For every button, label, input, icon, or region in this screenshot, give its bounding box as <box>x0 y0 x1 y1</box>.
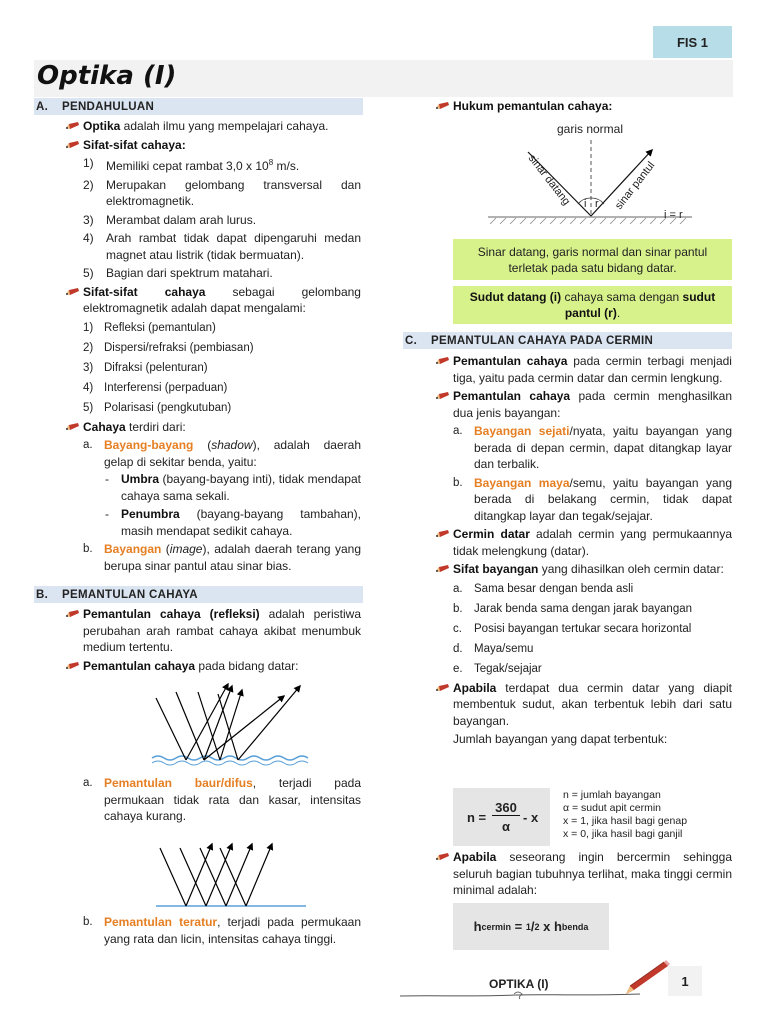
legend-line: n = jumlah bayangan <box>563 789 661 801</box>
equation-label: i = r <box>664 209 683 221</box>
mirror-height-formula: h cermin = 1 / 2 x h benda <box>453 903 609 950</box>
mirror-height-paragraph <box>436 849 732 901</box>
section-c-letter: C. <box>405 334 418 347</box>
section-b-letter: B. <box>36 588 49 601</box>
image-count-label: Jumlah bayangan yang dapat terbentuk: <box>453 732 668 746</box>
specular-reflection-diagram <box>150 838 310 910</box>
reflection-law-diagram <box>480 118 700 228</box>
page-number: 1 <box>668 966 702 996</box>
law-box-1: Sinar datang, garis normal dan sinar pantul terletak pada satu bidang datar. <box>453 239 732 280</box>
pencil-bullet-icon <box>436 565 449 574</box>
list-item: Cahaya terdiri dari: <box>66 419 361 436</box>
list-item: Pemantulan cahaya pada bidang datar: <box>66 658 361 675</box>
legend-line: x = 1, jika hasil bagi genap <box>563 815 688 827</box>
section-c-body <box>436 353 732 748</box>
lettered-item: e. Tegak/sejajar <box>453 662 542 675</box>
lettered-item: b. Bayangan (image), adalah daerah terang yang berupa sinar pantul atau sinar bias. <box>83 542 361 573</box>
lettered-item: c. Posisi bayangan tertukar secara horizontal <box>453 622 692 635</box>
legend-line: x = 0, jika hasil bagi ganjil <box>563 828 683 840</box>
footer-label: OPTIKA (I) <box>489 977 549 991</box>
numbered-item: 5) Polarisasi (pengkutuban) <box>83 401 232 414</box>
lettered-item: a. Pemantulan baur/difus, terjadi pada permukaan tidak rata dan kasar, intensitas cahaya kurang. <box>83 776 361 823</box>
normal-line-label: garis normal <box>556 122 624 136</box>
pencil-bullet-icon <box>66 423 79 432</box>
numbered-item: 3) Merambat dalam arah lurus. <box>83 212 257 227</box>
formula-numerator: 360 <box>492 800 520 816</box>
numbered-item: 3) Difraksi (pelenturan) <box>83 361 208 374</box>
formula-legend <box>563 789 687 841</box>
lettered-item: d. Maya/semu <box>453 642 534 655</box>
numbered-item: 4) Interferensi (perpaduan) <box>83 381 228 394</box>
list-item: Pemantulan cahaya (refleksi) adalah peristiwa perubahan arah rambat cahaya akibat menumbuk medium tertentu. <box>66 606 361 656</box>
list-item: Sifat-sifat cahaya: <box>66 137 361 154</box>
section-a-title: PENDAHULUAN <box>62 100 155 113</box>
section-a-header <box>34 98 363 115</box>
numbered-item: 1) Refleksi (pemantulan) <box>83 321 216 334</box>
specular-item <box>83 914 361 948</box>
pencil-icon <box>622 960 672 1000</box>
list-item: Cermin datar adalah cermin yang permukaannya tidak melengkung (datar). <box>436 526 732 559</box>
list-item: Hukum pemantulan cahaya: <box>436 98 732 115</box>
legend-line: α = sudut apit cermin <box>563 802 661 814</box>
lettered-item: a. Sama besar dengan benda asli <box>453 582 634 595</box>
angle-i-label: i <box>584 198 587 210</box>
law-box-2: Sudut datang (i) cahaya sama dengan sudut pantul (r). <box>453 286 732 324</box>
lettered-item: a. Bayangan sejati/nyata, yaitu bayangan yang berada di depan cermin, dapat ditangkap layar dan terbalik. <box>453 424 732 471</box>
diffuse-reflection-diagram <box>148 678 318 770</box>
list-item: Pemantulan cahaya pada cermin terbagi menjadi tiga, yaitu pada cermin datar dan cermin lengkung. <box>436 353 732 386</box>
diffuse-item <box>83 775 361 826</box>
lettered-item: b. Bayangan maya/semu, yaitu bayangan yang berada di belakang cermin, tidak dapat ditangkap layar dan tegak/sejajar. <box>453 475 732 523</box>
section-b-body <box>66 606 361 676</box>
list-item: Apabila terdapat dua cermin datar yang diapit membentuk sudut, akan terbentuk lebih dari satu bayangan. <box>436 680 732 730</box>
pencil-bullet-icon <box>66 662 79 671</box>
image-count-formula <box>453 788 550 846</box>
dash-item: - Penumbra (bayang-bayang tambahan), masih mendapat sedikit cahaya. <box>105 507 361 538</box>
formula-n: n = <box>467 810 487 825</box>
pencil-bullet-icon <box>436 853 449 862</box>
pencil-bullet-icon <box>436 684 449 693</box>
section-a-body <box>66 118 361 575</box>
pencil-bullet-icon <box>436 357 449 366</box>
pencil-bullet-icon <box>66 288 79 297</box>
list-item: Apabila seseorang ingin bercermin sehingga seluruh bagian tubuhnya terlihat, maka tinggi cermin minimal adalah: <box>436 849 732 899</box>
numbered-item: 1) Memiliki cepat rambat 3,0 x $10^8$ m/s. <box>83 156 300 173</box>
angle-r-label: r <box>595 198 599 210</box>
numbered-item: 5) Bagian dari spektrum matahari. <box>83 266 273 280</box>
numbered-item: 4) Arah rambat tidak dapat dipengaruhi medan magnet atau listrik (tidak bermuatan). <box>83 231 361 262</box>
pencil-bullet-icon <box>436 530 449 539</box>
incident-ray-label: sinar datang <box>525 152 573 208</box>
section-c-title: PEMANTULAN CAHAYA PADA CERMIN <box>431 334 654 347</box>
list-item: Optika adalah ilmu yang mempelajari cahaya. <box>66 118 361 135</box>
pencil-bullet-icon <box>66 610 79 619</box>
list-item: Sifat bayangan yang dihasilkan oleh cermin datar: <box>436 561 732 578</box>
section-a-letter: A. <box>36 100 49 113</box>
subject-badge: FIS 1 <box>653 26 732 58</box>
page-title: Optika (I) <box>37 61 177 91</box>
law-heading <box>436 98 732 117</box>
lettered-item: b. Pemantulan teratur, terjadi pada permukaan yang rata dan licin, intensitas cahaya tinggi. <box>83 915 362 946</box>
dash-item: - Umbra (bayang-bayang inti), tidak mendapat cahaya sama sekali. <box>105 472 361 503</box>
list-item: Sifat-sifat cahaya sebagai gelombang elektromagnetik adalah dapat mengalami: <box>66 284 361 317</box>
list-item: Pemantulan cahaya pada cermin menghasilkan dua jenis bayangan: <box>436 388 732 421</box>
numbered-item: 2) Dispersi/refraksi (pembiasan) <box>83 341 254 354</box>
section-b-title: PEMANTULAN CAHAYA <box>62 588 198 601</box>
formula-denominator: α <box>502 819 510 834</box>
numbered-item: 2) Merupakan gelombang transversal dan elektromagnetik. <box>83 177 361 208</box>
reflected-ray-label: sinar pantul <box>612 159 658 212</box>
pencil-bullet-icon <box>66 141 79 150</box>
section-c-header <box>403 332 732 349</box>
pencil-bullet-icon <box>436 392 449 401</box>
pencil-bullet-icon <box>436 102 449 111</box>
lettered-item: a. Bayang-bayang (shadow), adalah daerah gelap di sekitar benda, yaitu: <box>83 438 361 469</box>
pencil-bullet-icon <box>66 122 79 131</box>
section-b-header <box>34 586 363 603</box>
formula-x: - x <box>523 810 539 825</box>
lettered-item: b. Jarak benda sama dengan jarak bayangan <box>453 602 693 615</box>
